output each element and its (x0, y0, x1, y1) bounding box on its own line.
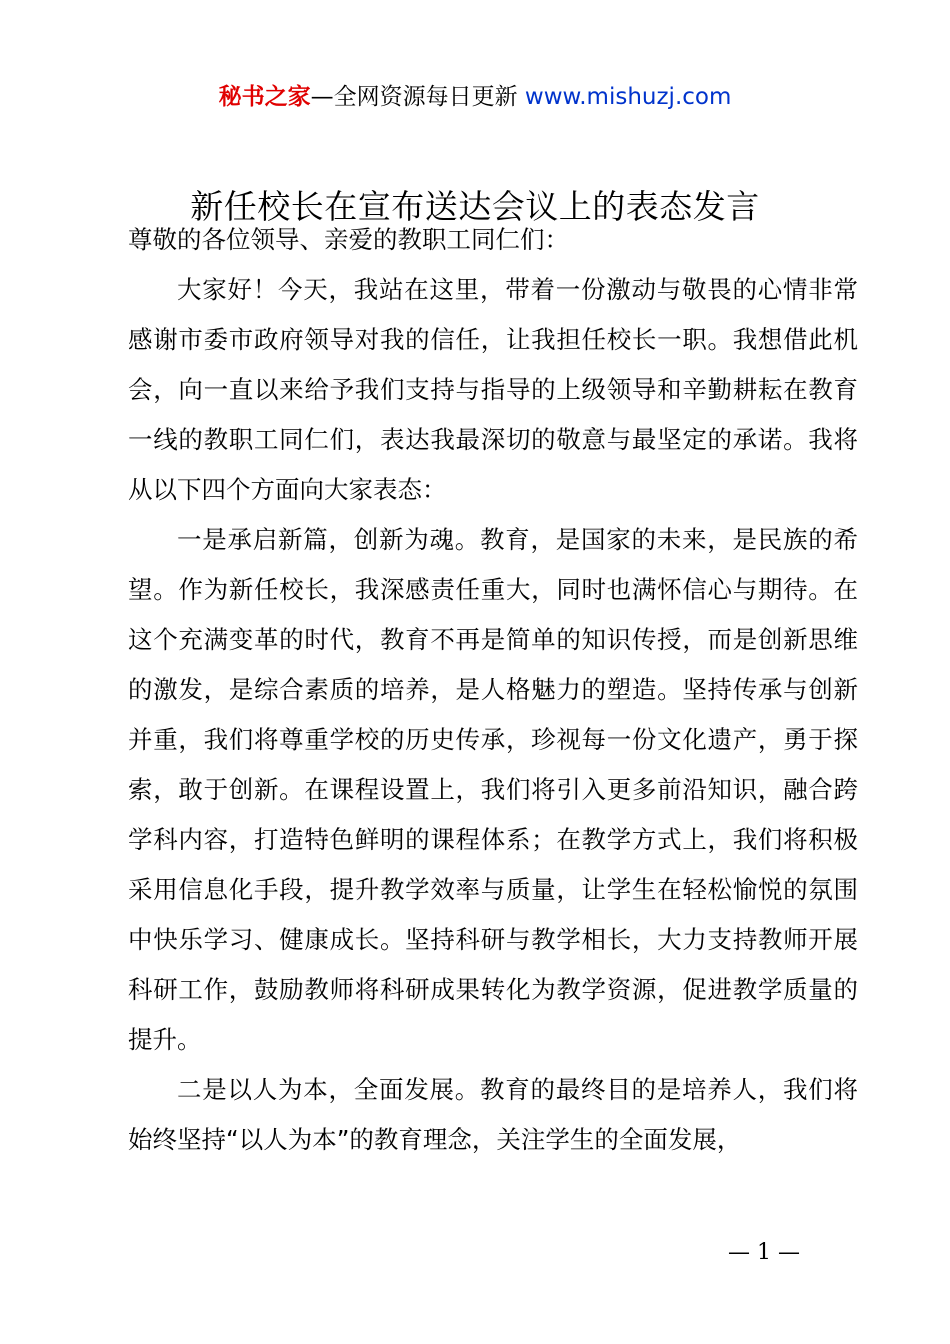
site-header (0, 80, 950, 114)
document-title: 新任校长在宣布送达会议上的表态发言 (190, 187, 760, 226)
site-tagline: —全网资源每日更新 (310, 84, 525, 110)
site-url-link[interactable]: www.mishuzj.com (524, 84, 732, 110)
salutation: 尊敬的各位领导、亲爱的教职工同仁们： (128, 225, 569, 254)
paragraph: 二是以人为本，全面发展。教育的最终目的是培养人，我们将始终坚持“以人为本”的教育理念，关注学生的全面发展， (128, 1075, 858, 1154)
page-number: — 1 — (728, 1240, 800, 1265)
document-body (128, 215, 858, 1165)
site-brand: 秘书之家 (218, 84, 311, 110)
paragraph: 一是承启新篇，创新为魂。教育，是国家的未来，是民族的希望。作为新任校长，我深感责任重大，同时也满怀信心与期待。在这个充满变革的时代，教育不再是简单的知识传授，而是创新思维的激发，是综合素质的培养，是人格魅力的塑造。坚持传承与创新并重，我们将尊重学校的历史传承，珍视每一份文化遗产，勇于探索，敢于创新。在课程设置上，我们将引入更多前沿知识，融合跨学科内容，打造特色鲜明的课程体系；在教学方式上，我们将积极采用信息化手段，提升教学效率与质量，让学生在轻松愉悦的氛围中快乐学习、健康成长。坚持科研与教学相长，大力支持教师开展科研工作，鼓励教师将科研成果转化为教学资源，促进教学质量的提升。 (128, 525, 858, 1054)
paragraph: 大家好！今天，我站在这里，带着一份激动与敬畏的心情非常感谢市委市政府领导对我的信任，让我担任校长一职。我想借此机会，向一直以来给予我们支持与指导的上级领导和辛勤耕耘在教育一线的教职工同仁们，表达我最深切的敬意与最坚定的承诺。我将从以下四个方面向大家表态： (128, 275, 858, 504)
